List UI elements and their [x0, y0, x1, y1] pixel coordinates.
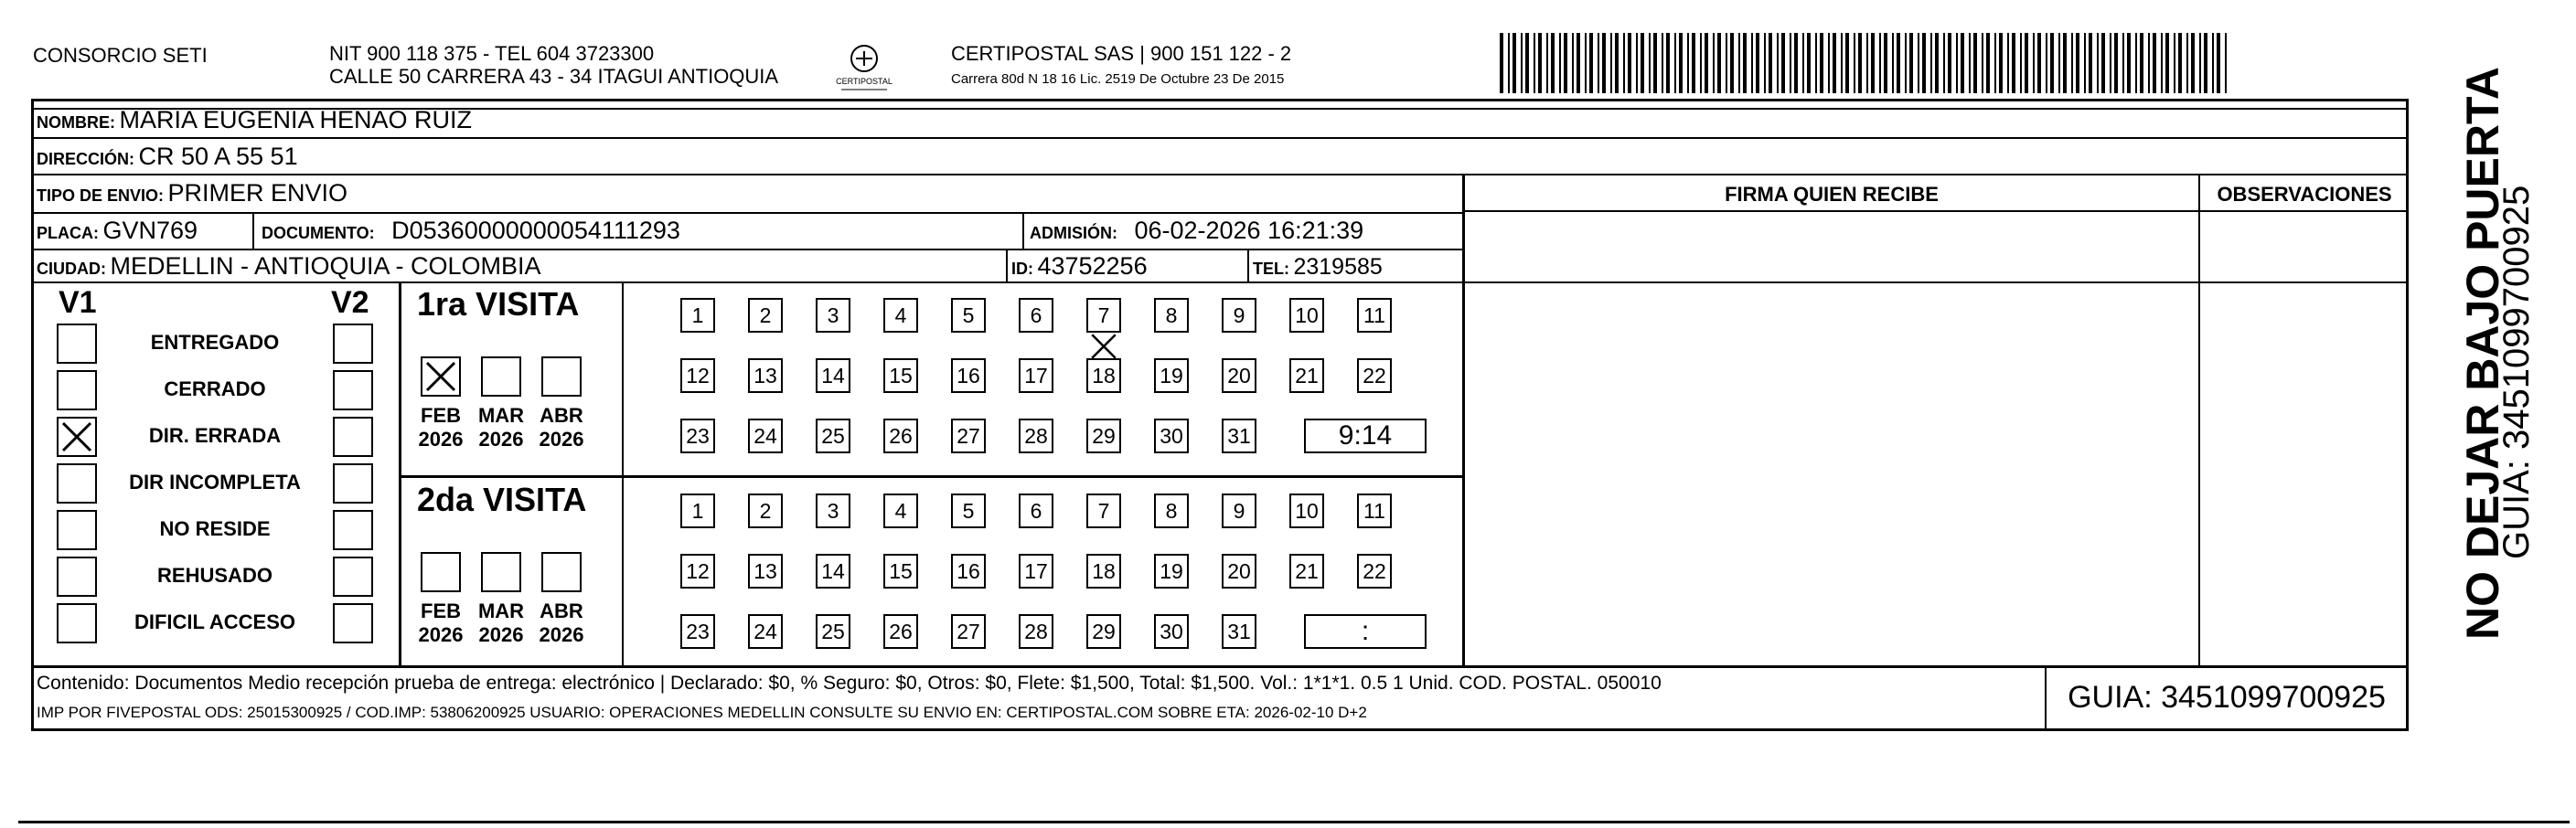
day-box[interactable]: 25	[816, 614, 850, 649]
month-name: FEB	[421, 600, 461, 622]
month-label	[534, 600, 589, 647]
day-box[interactable]: 20	[1222, 358, 1256, 393]
side-guia: GUIA: 3451099700925	[2496, 185, 2537, 559]
id-value: 43752256	[1037, 252, 1148, 280]
day-box[interactable]: 11	[1357, 298, 1392, 333]
id-field	[1011, 252, 1148, 281]
day-box[interactable]: 4	[883, 494, 918, 528]
day-box[interactable]: 3	[816, 298, 850, 333]
svg-text:CERTIPOSTAL: CERTIPOSTAL	[836, 77, 893, 86]
day-box[interactable]: 30	[1154, 419, 1189, 453]
status-v2-checkbox[interactable]	[333, 557, 373, 597]
day-box[interactable]: 21	[1289, 554, 1324, 589]
day-box[interactable]: 24	[748, 419, 783, 453]
day-box[interactable]: 27	[951, 419, 986, 453]
signature-area[interactable]	[1465, 212, 2198, 663]
address-row	[37, 143, 298, 171]
status-label: CERRADO	[164, 377, 266, 400]
day-box[interactable]: 17	[1019, 554, 1053, 589]
v2-header: V2	[331, 285, 369, 320]
plate-field	[37, 217, 198, 245]
plate-value: GVN769	[102, 217, 198, 244]
company-name: CONSORCIO SETI	[33, 44, 208, 67]
day-box[interactable]: 16	[951, 554, 986, 589]
day-box[interactable]: 3	[816, 494, 850, 528]
day-box[interactable]: 15	[883, 358, 918, 393]
observations-area[interactable]	[2200, 212, 2409, 663]
day-box[interactable]: 23	[680, 614, 715, 649]
day-box[interactable]: 9	[1222, 494, 1256, 528]
day-box[interactable]: 18	[1086, 554, 1121, 589]
day-box[interactable]: 15	[883, 554, 918, 589]
shipping-type-label: TIPO DE ENVIO:	[37, 186, 165, 205]
day-box[interactable]: 14	[816, 554, 850, 589]
month-checkbox[interactable]	[481, 356, 521, 397]
document-value: D05360000000054111293	[391, 217, 680, 244]
day-box[interactable]: 7	[1086, 494, 1121, 528]
month-year: 2026	[418, 428, 464, 451]
status-label: ENTREGADO	[150, 331, 280, 354]
day-box[interactable]: 29	[1086, 419, 1121, 453]
day-box[interactable]: 28	[1019, 419, 1053, 453]
day-box[interactable]: 23	[680, 419, 715, 453]
day-box[interactable]: 2	[748, 494, 783, 528]
day-box[interactable]: 6	[1019, 298, 1053, 333]
status-v1-checkbox[interactable]	[57, 510, 97, 550]
month-checkbox[interactable]	[481, 552, 521, 592]
month-checkbox[interactable]	[421, 356, 461, 397]
day-box[interactable]: 13	[748, 358, 783, 393]
day-box[interactable]: 24	[748, 614, 783, 649]
month-name: ABR	[540, 404, 583, 427]
status-v1-checkbox[interactable]	[57, 417, 97, 457]
status-label: DIR INCOMPLETA	[129, 471, 301, 494]
status-v1-checkbox[interactable]	[57, 557, 97, 597]
address-label: DIRECCIÓN:	[37, 150, 134, 168]
v1-header: V1	[59, 285, 97, 320]
city-field	[37, 252, 541, 281]
month-year: 2026	[539, 428, 584, 451]
day-box[interactable]: 31	[1222, 419, 1256, 453]
status-label: REHUSADO	[157, 564, 273, 587]
status-v1-checkbox[interactable]	[57, 463, 97, 504]
license-line: Carrera 80d N 18 16 Lic. 2519 De Octubre 23 De 2015	[951, 71, 1285, 87]
side-notice: NO DEJAR BAJO PUERTA	[2457, 67, 2508, 640]
signature-header: FIRMA QUIEN RECIBE	[1725, 183, 1939, 206]
day-box[interactable]: 28	[1019, 614, 1053, 649]
status-v2-checkbox[interactable]	[333, 463, 373, 504]
month-checkbox[interactable]	[541, 552, 582, 592]
month-label	[474, 404, 529, 451]
plate-label: PLACA:	[37, 224, 99, 242]
day-box[interactable]: 13	[748, 554, 783, 589]
day-box[interactable]: 8	[1154, 494, 1189, 528]
month-label	[413, 404, 468, 451]
day-box[interactable]: 19	[1154, 554, 1189, 589]
admission-value: 06-02-2026 16:21:39	[1134, 217, 1364, 244]
day-box[interactable]: 22	[1357, 554, 1392, 589]
day-box[interactable]: 30	[1154, 614, 1189, 649]
status-v2-checkbox[interactable]	[333, 417, 373, 457]
day-box[interactable]: 19	[1154, 358, 1189, 393]
status-v2-checkbox[interactable]	[333, 603, 373, 643]
month-year: 2026	[478, 428, 524, 451]
visit-title: 2da VISITA	[417, 481, 587, 518]
day-box[interactable]: 22	[1357, 358, 1392, 393]
name-value: MARIA EUGENIA HENAO RUIZ	[119, 106, 473, 133]
day-box[interactable]: 12	[680, 554, 715, 589]
day-box[interactable]: 16	[951, 358, 986, 393]
day-box[interactable]: 5	[951, 298, 986, 333]
status-v1-checkbox[interactable]	[57, 324, 97, 364]
visit-title: 1ra VISITA	[417, 285, 580, 323]
status-v1-checkbox[interactable]	[57, 603, 97, 643]
time-box[interactable]: 9:14	[1304, 419, 1427, 453]
month-label	[413, 600, 468, 647]
month-name: ABR	[540, 600, 583, 622]
status-v2-checkbox[interactable]	[333, 370, 373, 410]
status-label: NO RESIDE	[159, 517, 271, 540]
barcode	[1500, 33, 2231, 93]
month-checkbox[interactable]	[541, 356, 582, 397]
document-label: DOCUMENTO:	[262, 224, 375, 242]
day-box[interactable]: 12	[680, 358, 715, 393]
time-box[interactable]: :	[1304, 614, 1427, 649]
footer-guia: GUIA: 3451099700925	[2068, 680, 2386, 715]
day-box[interactable]: 10	[1289, 494, 1324, 528]
admission-label: ADMISIÓN:	[1030, 224, 1117, 242]
day-box[interactable]: 25	[816, 419, 850, 453]
id-label: ID:	[1011, 260, 1033, 278]
day-box[interactable]: 27	[951, 614, 986, 649]
day-box[interactable]: 31	[1222, 614, 1256, 649]
status-v2-checkbox[interactable]	[333, 324, 373, 364]
day-box[interactable]: 29	[1086, 614, 1121, 649]
month-name: MAR	[477, 404, 525, 427]
imp-line: IMP POR FIVEPOSTAL ODS: 25015300925 / COD.IMP: 53806200925 USUARIO: OPERACIONES MEDELLIN CONSULTE SU ENVIO EN: CERTIPOSTAL.COM SOBRE ETA: 2026-02-10 D+2	[37, 704, 1367, 721]
address-value: CR 50 A 55 51	[138, 143, 298, 170]
day-box[interactable]: 4	[883, 298, 918, 333]
day-box[interactable]: 1	[680, 494, 715, 528]
day-box[interactable]: 20	[1222, 554, 1256, 589]
month-year: 2026	[478, 623, 524, 646]
tel-value: 2319585	[1293, 254, 1383, 280]
tel-label: TEL:	[1253, 260, 1289, 278]
day-box[interactable]: 18	[1086, 358, 1121, 393]
day-box[interactable]: 26	[883, 419, 918, 453]
day-box[interactable]: 11	[1357, 494, 1392, 528]
day-box[interactable]: 7	[1086, 298, 1121, 333]
content-line: Contenido: Documentos Medio recepción prueba de entrega: electrónico | Declarado: $0, % Seguro: $0, Otros: $0, Flete: $1,500, Total: $1,500. Vol.: 1*1*1. 0.5 1 Unid. COD. POSTAL. 050010	[37, 673, 1662, 694]
document-field	[262, 217, 680, 245]
month-label	[474, 600, 529, 647]
day-box[interactable]: 1	[680, 298, 715, 333]
day-box[interactable]: 14	[816, 358, 850, 393]
status-v1-checkbox[interactable]	[57, 370, 97, 410]
month-checkbox[interactable]	[421, 552, 461, 592]
day-box[interactable]: 6	[1019, 494, 1053, 528]
shipping-type-row	[37, 179, 347, 207]
city-label: CIUDAD:	[37, 260, 106, 278]
shipping-type-value: PRIMER ENVIO	[167, 179, 348, 207]
day-box[interactable]: 26	[883, 614, 918, 649]
day-box[interactable]: 2	[748, 298, 783, 333]
day-box[interactable]: 17	[1019, 358, 1053, 393]
name-label: NOMBRE:	[37, 113, 115, 132]
day-box[interactable]: 9	[1222, 298, 1256, 333]
certipostal-logo	[834, 40, 894, 95]
tel-field	[1253, 254, 1383, 281]
month-name: FEB	[421, 404, 461, 427]
month-label	[534, 404, 589, 451]
day-box[interactable]: 21	[1289, 358, 1324, 393]
day-box[interactable]: 8	[1154, 298, 1189, 333]
observations-header: OBSERVACIONES	[2217, 183, 2392, 206]
status-label: DIR. ERRADA	[148, 424, 282, 447]
status-label: DIFICIL ACCESO	[134, 610, 295, 633]
certipostal-line: CERTIPOSTAL SAS | 900 151 122 - 2	[951, 42, 1292, 65]
month-year: 2026	[539, 623, 584, 646]
admission-field	[1030, 217, 1363, 245]
month-name: MAR	[477, 600, 525, 622]
status-v2-checkbox[interactable]	[333, 510, 373, 550]
nit-line: NIT 900 118 375 - TEL 604 3723300	[329, 42, 655, 65]
city-value: MEDELLIN - ANTIOQUIA - COLOMBIA	[110, 252, 541, 280]
address-line: CALLE 50 CARRERA 43 - 34 ITAGUI ANTIOQUIA	[329, 65, 779, 88]
day-box[interactable]: 5	[951, 494, 986, 528]
day-box[interactable]: 10	[1289, 298, 1324, 333]
month-year: 2026	[418, 623, 464, 646]
name-row	[37, 106, 472, 134]
